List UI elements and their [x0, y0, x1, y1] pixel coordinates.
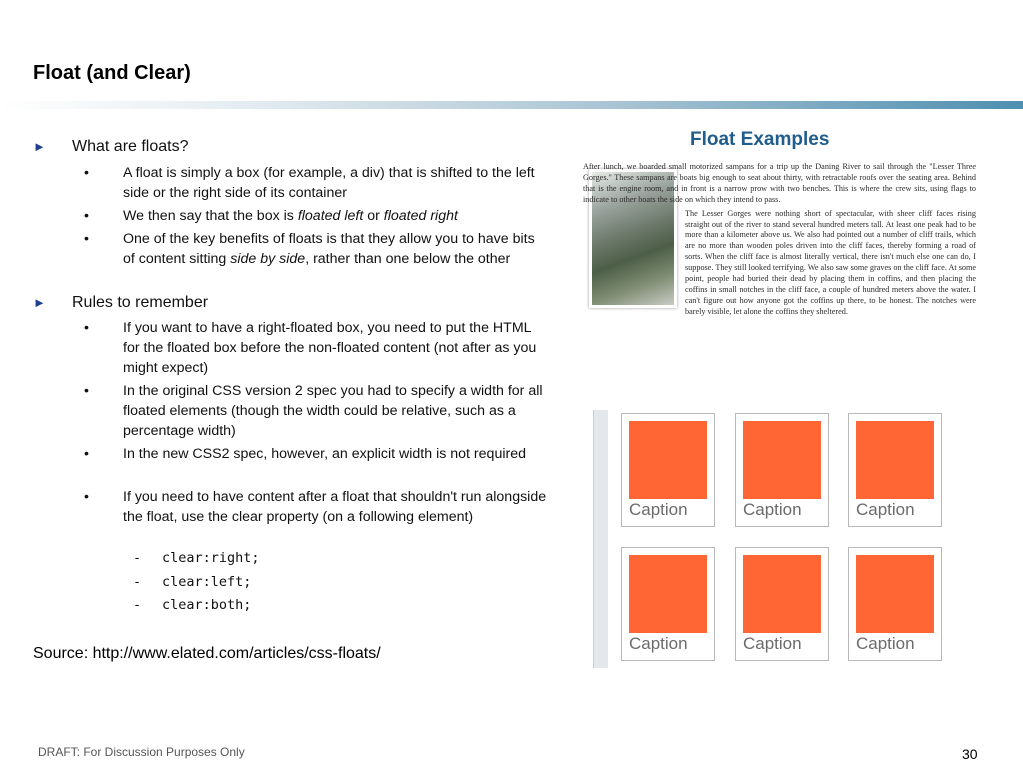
orange-swatch	[629, 421, 707, 499]
examples-heading: Float Examples	[690, 129, 830, 150]
sub-bullet-new-css2: • In the new CSS2 spec, however, an explicit width is not required	[84, 446, 526, 462]
caption-label: Caption	[743, 500, 802, 519]
sub-bullet-css2-width: • In the original CSS version 2 spec you had to specify a width for all floated elements (though the width could be relative, such as a percentage width)	[84, 383, 543, 439]
title-divider	[0, 101, 1023, 109]
grid-side-bar	[593, 410, 608, 668]
dot-bullet-icon: •	[84, 320, 89, 336]
orange-swatch	[629, 555, 707, 633]
sub-bullet-definition: • A float is simply a box (for example, a div) that is shifted to the left side or the right side of its container	[84, 165, 535, 201]
sub-bullet-side-by-side: • One of the key benefits of floats is that they allow you to have bits of content sitting side by side, rather than one below the other	[84, 231, 535, 267]
page-number: 30	[962, 746, 978, 762]
dot-bullet-icon: •	[84, 231, 89, 247]
dot-bullet-icon: •	[84, 208, 89, 224]
caption-card	[848, 413, 942, 527]
sub-bullet-floated-left-right: • We then say that the box is floated left or floated right	[84, 208, 458, 224]
caption-label: Caption	[743, 634, 802, 653]
dash-bullet-icon: -	[133, 574, 142, 590]
sub-bullet-clear-property: • If you need to have content after a float that shouldn't run alongside the float, use the clear property (on a following element)	[84, 489, 547, 525]
caption-card	[735, 547, 829, 661]
arrow-bullet-icon: ►	[33, 139, 46, 154]
caption-label: Caption	[629, 634, 688, 653]
caption-grid-example	[593, 410, 993, 668]
dash-bullet-icon: -	[133, 550, 142, 566]
caption-label: Caption	[856, 500, 915, 519]
dot-bullet-icon: •	[84, 383, 89, 399]
news-paragraph: After lunch, we boarded small motorized sampans for a trip up the Daning River to sail through the "Lesser Three Gorges." These sampans are boats big enough to seat about thirty, with retractable roofs over the seating area. Behind that is the engine room, and in front is a narrow prow with two benches. This is where the crew sits, using flags to indicate to other boats the side on which they intend to pass.	[583, 162, 976, 204]
orange-swatch	[856, 421, 934, 499]
footer-draft-notice: DRAFT: For Discussion Purposes Only	[38, 745, 245, 759]
orange-swatch	[743, 421, 821, 499]
dot-bullet-icon: •	[84, 446, 89, 462]
slide-title: Float (and Clear)	[33, 62, 191, 84]
caption-card	[848, 547, 942, 661]
dot-bullet-icon: •	[84, 165, 89, 181]
dash-bullet-icon: -	[133, 597, 142, 613]
float-text-example	[583, 162, 976, 372]
dot-bullet-icon: •	[84, 489, 89, 505]
orange-swatch	[743, 555, 821, 633]
caption-card	[621, 413, 715, 527]
arrow-bullet-icon: ►	[33, 295, 46, 310]
caption-card	[621, 547, 715, 661]
news-paragraph: The Lesser Gorges were nothing short of spectacular, with sheer cliff faces rising straight out of the river to stand several hundred meters tall. At least one peak had to be more than a kilometer above us. We also had pointed out a number of cliff trails, which are no more than wooden poles driven into the cliff faces, thereby forming a road of sorts. When the cliff face is almost literally vertical, there isn't much else one can do, I suppose. They still looked terrifying. We also saw some graves on the cliff face. At some point, people had buried their dead by placing them in coffins, and then placing the coffins in small notches in the cliff face, a couple of hundred meters above the water. I can't figure out how anyone got the coffins up there, to be honest. The notches were barely visible, let alone the coffins they sheltered.	[685, 208, 976, 316]
sub-bullet-right-float-order: • If you want to have a right-floated box, you need to put the HTML for the floated box before the non-floated content (not after as you might expect)	[84, 320, 537, 376]
orange-swatch	[856, 555, 934, 633]
caption-card	[735, 413, 829, 527]
caption-label: Caption	[629, 500, 688, 519]
caption-label: Caption	[856, 634, 915, 653]
source-citation: Source: http://www.elated.com/articles/css-floats/	[33, 645, 381, 662]
